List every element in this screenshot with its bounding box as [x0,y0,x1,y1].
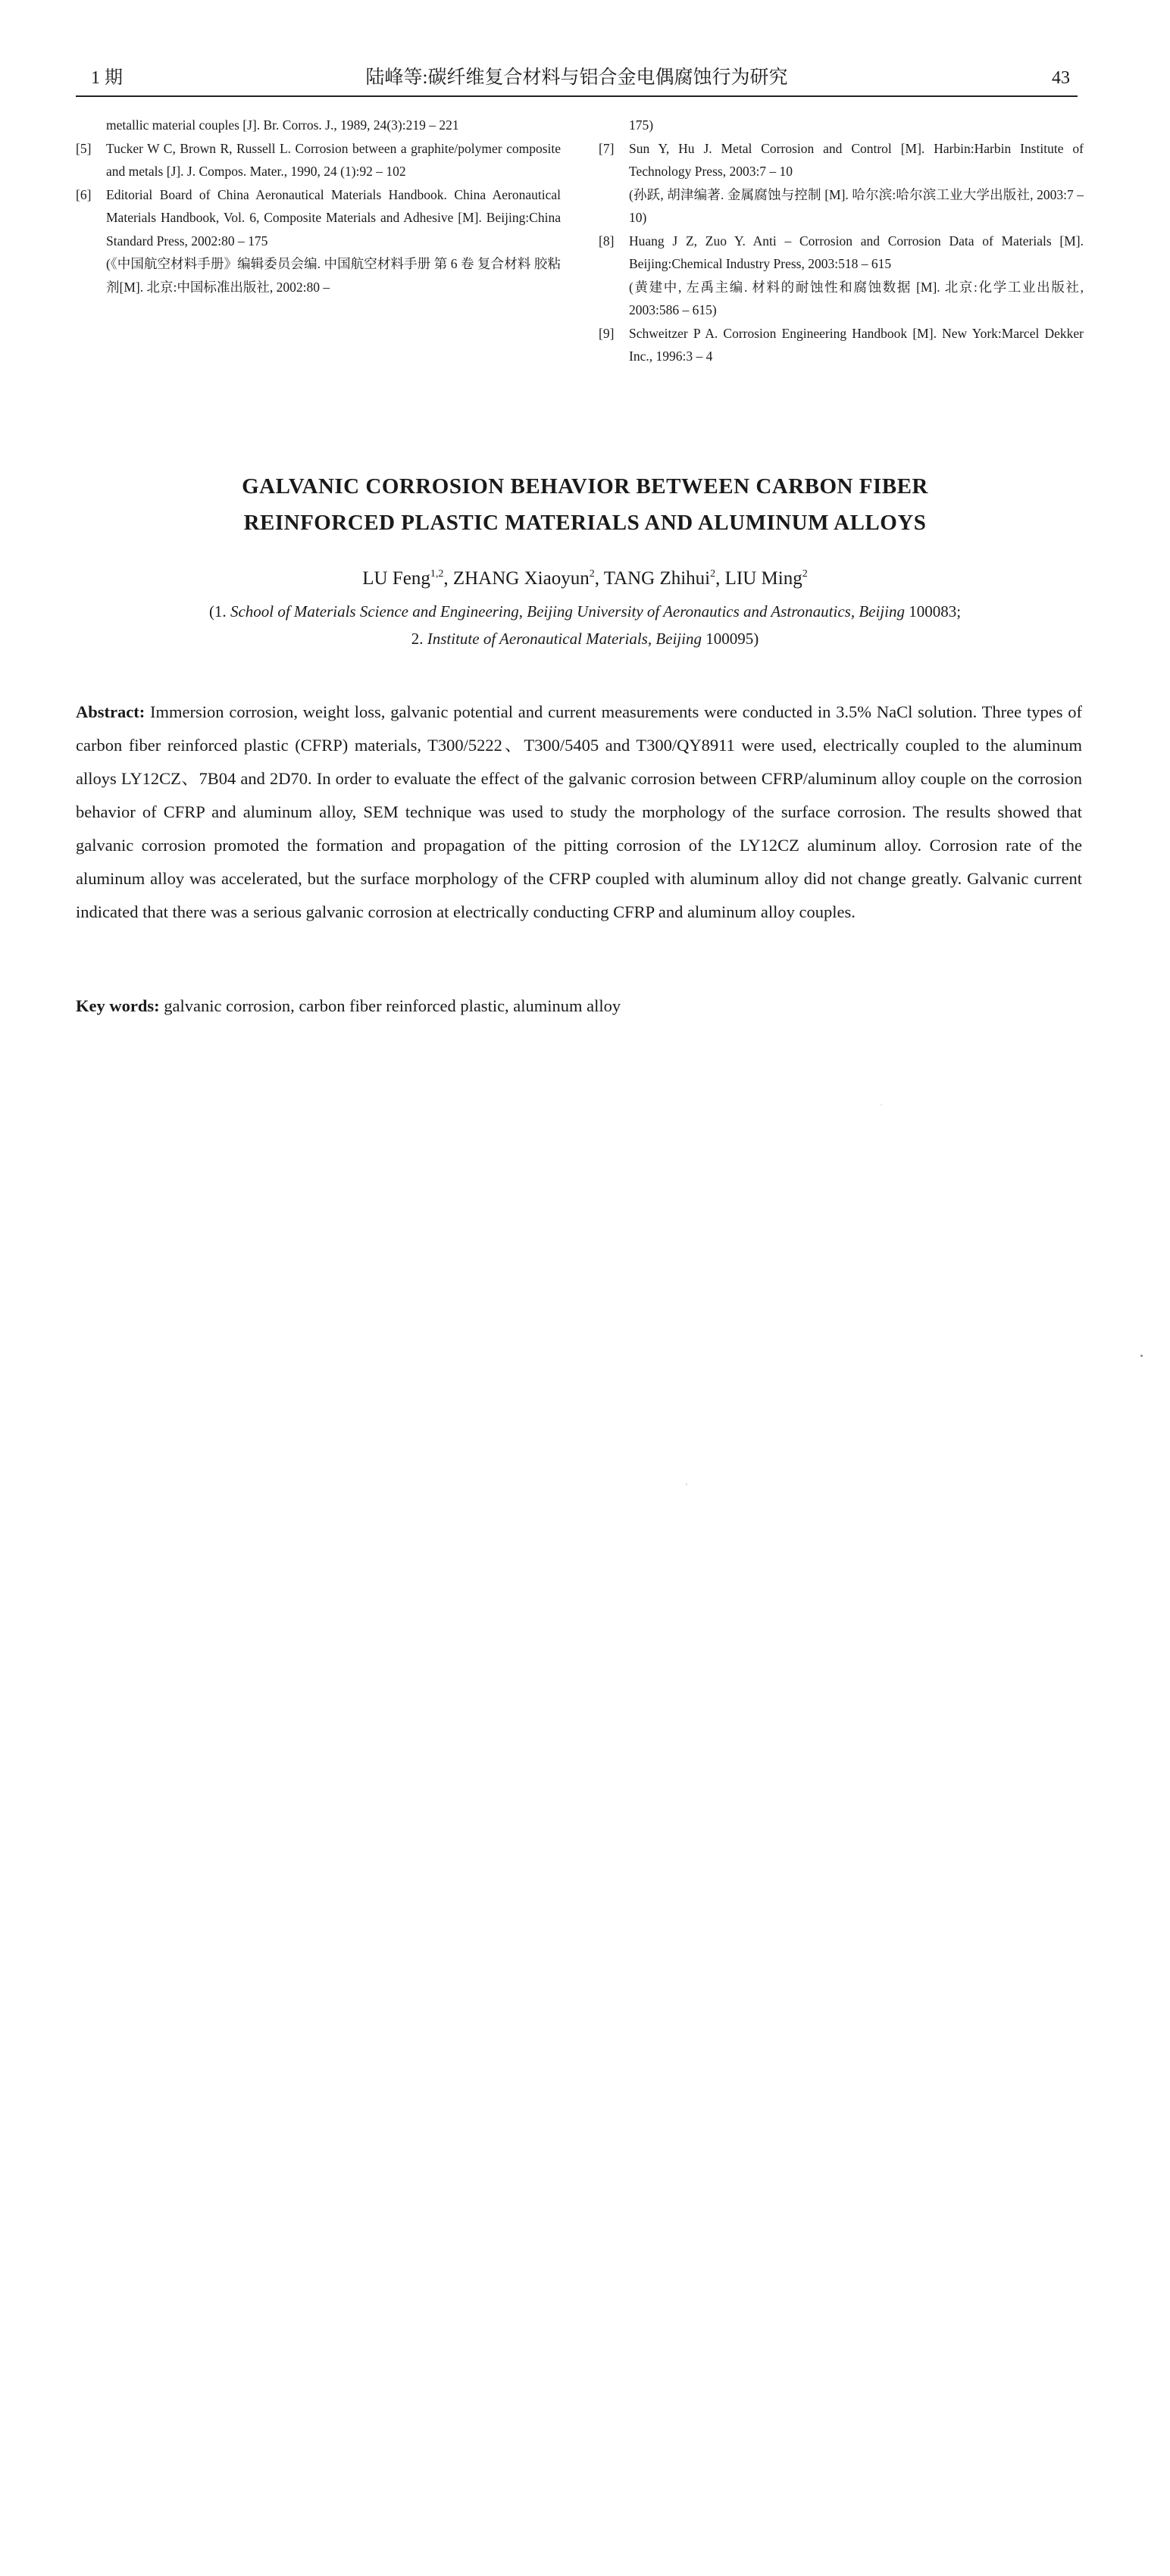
references-right-column [599,114,1084,368]
reference-number: [7] [599,140,615,156]
reference-number: [5] [76,140,92,156]
affiliation-institution: School of Materials Science and Engineering, Beijing University of Aeronautics and Astronautics, Beijing [230,602,905,621]
running-header [76,62,1078,97]
reference-9 [599,322,1084,368]
reference-4-continuation [76,114,561,137]
abstract [76,696,1082,929]
abstract-text: Immersion corrosion, weight loss, galvanic potential and current measurements were conducted in 3.5% NaCl solution. Three types of carbon fiber reinforced plastic (CFRP) materials, T300/5222、T300/5405 and T300/QY8911 were used, electrically coupled to the aluminum alloys LY12CZ、7B04 and 2D70. In order to evaluate the effect of the galvanic corrosion between CFRP/aluminum alloy couple on the corrosion behavior of CFRP and aluminum alloy, SEM technique was used to study the morphology of the surface corrosion. The results showed that galvanic corrosion promoted the formation and propagation of the pitting corrosion of the LY12CZ aluminum alloy. Corrosion rate of the aluminum alloy was accelerated, but the surface morphology of the CFRP coupled with aluminum alloy did not change greatly. Galvanic current indicated that there was a serious galvanic corrosion at electrically conducting CFRP and aluminum alloy couples. [76,702,1082,921]
reference-number: [6] [76,186,92,202]
reference-chinese-text: (黄建中, 左禹主编. 材料的耐蚀性和腐蚀数据 [M]. 北京:化学工业出版社, 2003:586 – 615) [629,279,1084,317]
reference-text: Schweitzer P A. Corrosion Engineering Handbook [M]. New York:Marcel Dekker Inc., 1996:3 – 4 [629,325,1084,364]
affiliation-institution: Institute of Aeronautical Materials, Beijing [427,630,702,648]
title-line-1: GALVANIC CORROSION BEHAVIOR BETWEEN CARBON FIBER [242,474,928,499]
reference-chinese-text: (孙跃, 胡津编著. 金属腐蚀与控制 [M]. 哈尔滨:哈尔滨工业大学出版社, 2003:7 – 10) [629,186,1084,225]
author-name: TANG Zhihui [603,568,711,589]
affiliation-number: (1. [208,602,227,621]
reference-number: [8] [599,233,615,249]
affiliation-2 [0,627,1170,650]
author-name: ZHANG Xiaoyun [452,568,590,589]
reference-text: Tucker W C, Brown R, Russell L. Corrosion between a graphite/polymer composite and metals [J]. J. Compos. Mater., 1990, 24 (1):92 – 102 [106,140,561,179]
page-number: 43 [1052,68,1070,88]
reference-number: [9] [599,325,615,341]
author-name: LU Feng [362,568,430,589]
author-list: LU Feng$^{1,2}$, ZHANG Xiaoyun$^2$, TANG Zhihui$^2$, LIU Ming$^2$ [362,568,808,589]
reference-5 [76,137,561,183]
author-affiliation-mark: 2 [589,568,595,580]
affiliation-number: 2. [411,630,424,648]
scan-speck [1140,1355,1143,1357]
reference-text: Huang J Z, Zuo Y. Anti – Corrosion and Corrosion Data of Materials [M]. Beijing:Chemical Industry Press, 2003:518 – 615 [629,233,1084,271]
affiliation-postcode: 100095) [705,630,759,648]
references-left-column [76,114,561,299]
keywords [76,989,1082,1023]
abstract-label: Abstract: [76,702,145,721]
reference-text: 175) [629,117,654,133]
author-affiliation-mark: 2 [710,568,716,580]
keywords-text: galvanic corrosion, carbon fiber reinforced plastic, aluminum alloy [164,996,621,1015]
reference-text: Sun Y, Hu J. Metal Corrosion and Control [M]. Harbin:Harbin Institute of Technology Press, 2003:7 – 10 [629,140,1084,179]
issue-number: 1 期 [91,68,123,88]
title-line-2: REINFORCED PLASTIC MATERIALS AND ALUMINUM ALLOYS [243,511,927,535]
author-name: LIU Ming [724,568,802,589]
keywords-label: Key words: [76,996,160,1015]
scan-speck [686,1483,687,1485]
scan-speck [881,1104,882,1105]
reference-6 [76,183,561,299]
author-affiliation-mark: 2 [802,568,808,580]
affiliation-1 [0,600,1170,623]
affiliation-postcode: 100083; [909,602,962,621]
reference-7 [599,137,1084,230]
running-title: 陆峰等:碳纤维复合材料与铝合金电偶腐蚀行为研究 [365,67,788,88]
reference-6-continuation [599,114,1084,137]
reference-8 [599,230,1084,322]
author-affiliation-mark: 1,2 [430,568,444,580]
reference-text: Editorial Board of China Aeronautical Materials Handbook. China Aeronautical Materials Handbook, Vol. 6, Composite Materials and Adhesive [M]. Beijing:China Standard Press, 2002:80 – 175 [106,186,561,249]
reference-text: metallic material couples [J]. Br. Corros. J., 1989, 24(3):219 – 221 [106,117,459,133]
reference-chinese-text: (《中国航空材料手册》编辑委员会编. 中国航空材料手册 第 6 卷 复合材料 胶粘剂[M]. 北京:中国标准出版社, 2002:80 – [106,256,561,295]
article-title [114,468,1056,541]
